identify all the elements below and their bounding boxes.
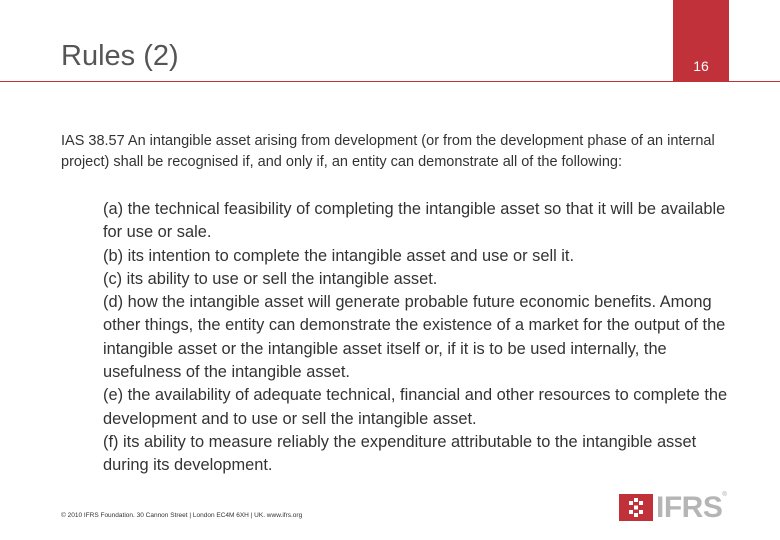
ifrs-logo — [619, 491, 727, 524]
criterion-e: (e) the availability of adequate technical, financial and other resources to complete the development and to use or sell the intangible asset. — [103, 386, 728, 428]
ifrs-wordmark: IFRS — [656, 491, 723, 524]
intro-paragraph: IAS 38.57 An intangible asset arising from development (or from the development phase of an internal project) shall be recognised if, and only if, an entity can demonstrate all of the following: — [61, 133, 715, 170]
criterion-c: (c) its ability to use or sell the intangible asset. — [103, 269, 438, 288]
page-number-tab — [673, 0, 729, 81]
criterion-f: (f) its ability to measure reliably the expenditure attributable to the intangible asset during its development. — [103, 432, 697, 475]
page-number: 16 — [693, 58, 709, 74]
criterion-d: (d) how the intangible asset will generate probable future economic benefits. Among other things, the entity can demonstrate the existence of a market for the output of the intangible asset or the intangible asset itself or, if it is to be used internally, the usefulness of the intangible asset. — [103, 293, 726, 382]
criterion-b: (b) its intention to complete the intangible asset and use or sell it. — [103, 246, 575, 265]
criteria-list — [103, 198, 743, 478]
ifrs-emblem-icon — [619, 494, 653, 521]
header-divider — [0, 81, 780, 82]
trademark-symbol: ® — [722, 492, 727, 498]
criterion-a: (a) the technical feasibility of completing the intangible asset so that it will be available for use or sale. — [103, 200, 726, 242]
slide-title: Rules (2) — [61, 40, 179, 72]
footer-copyright: © 2010 IFRS Foundation. 30 Cannon Street | London EC4M 6XH | UK. www.ifrs.org — [61, 512, 303, 519]
